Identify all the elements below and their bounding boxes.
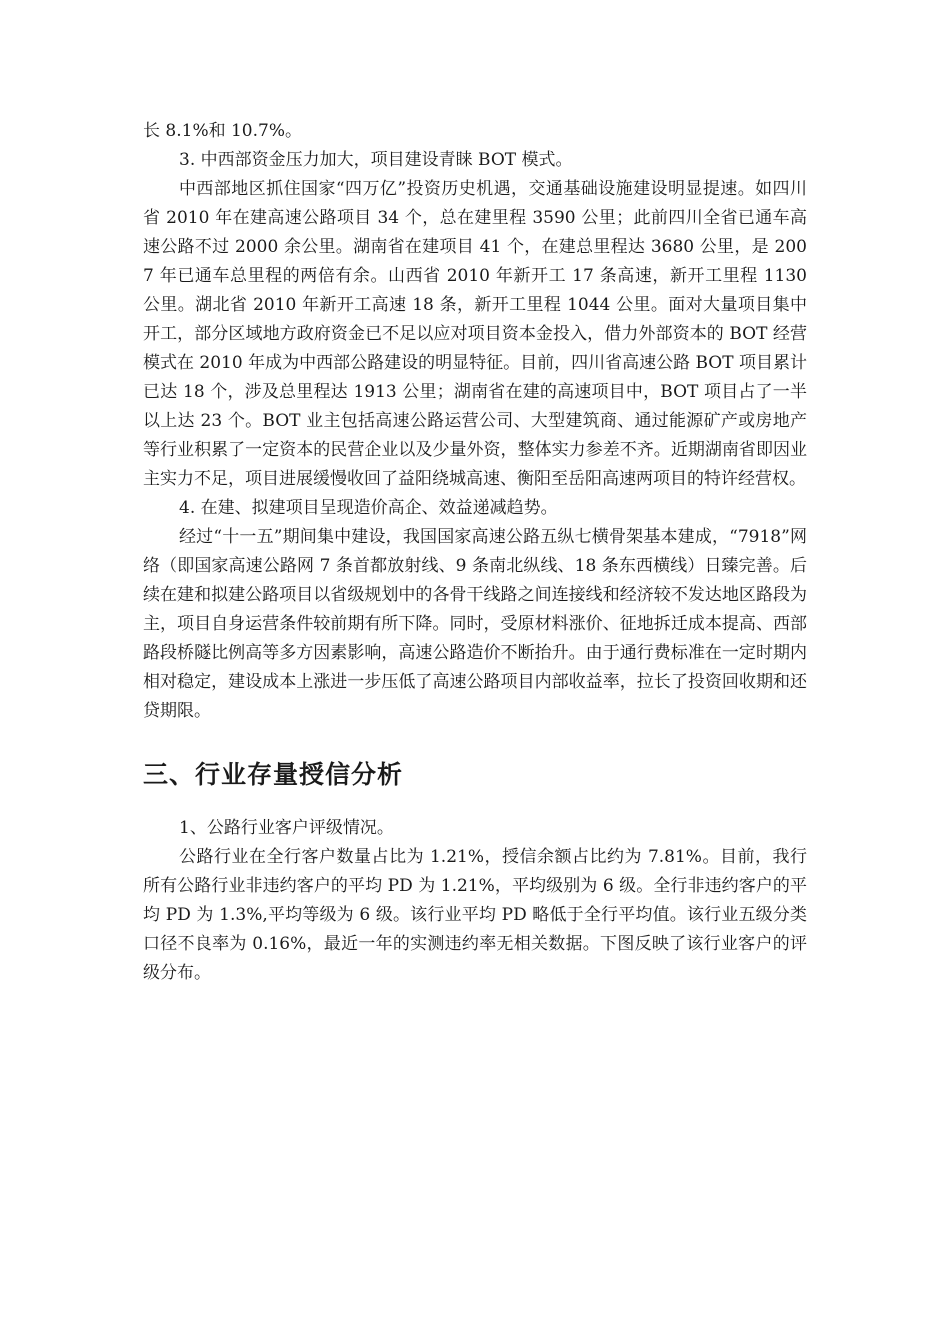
spacer <box>143 726 807 758</box>
subheading-item-3: 3. 中西部资金压力加大，项目建设青睐 BOT 模式。 <box>179 150 573 170</box>
spacer <box>143 792 807 814</box>
section-heading: 三、行业存量授信分析 <box>143 760 404 789</box>
subheading-item-1: 1、公路行业客户评级情况。 <box>179 818 394 838</box>
subheading-item-4: 4. 在建、拟建项目呈现造价高企、效益递减趋势。 <box>179 498 558 518</box>
paragraph-cost-trend: 经过“十一五”期间集中建设，我国国家高速公路五纵七横骨架基本建成，“7918”网络（即国家高速公路网 7 条首都放射线、9 条南北纵线、18 条东西横线）日臻完善。后续在建和拟建公路项目以省级规划中的各骨干线路之间连接线和经济较不发达地区路段为主，项目自身运营条件较前期有所下降。同时，受原材料涨价、征地拆迁成本提高、西部路段桥隧比例高等多方因素影响，高速公路造价不断抬升。由于通行费标准在一定时期内相对稳定，建设成本上涨进一步压低了高速公路项目内部收益率，拉长了投资回收期和还贷期限。 <box>143 527 807 721</box>
paragraph-continuation: 长 8.1%和 10.7%。 <box>143 121 303 141</box>
paragraph-bot-model: 中西部地区抓住国家“四万亿”投资历史机遇，交通基础设施建设明显提速。如四川省 2010 年在建高速公路项目 34 个，总在建里程 3590 公里；此前四川全省已通车高速公路不过 2000 余公里。湖南省在建项目 41 个，在建总里程达 3680 公里，是 2007 年已通车总里程的两倍有余。山西省 2010 年新开工 17 条高速，新开工里程 1130 公里。湖北省 2010 年新开工高速 18 条，新开工里程 1044 公里。面对大量项目集中开工，部分区域地方政府资金已不足以应对项目资本金投入，借力外部资本的 BOT 经营模式在 2010 年成为中西部公路建设的明显特征。目前，四川省高速公路 BOT 项目累计已达 18 个，涉及总里程达 1913 公里；湖南省在建的高速项目中，BOT 项目占了一半以上达 23 个。BOT 业主包括高速公路运营公司、大型建筑商、通过能源矿产或房地产等行业积累了一定资本的民营企业以及少量外资，整体实力参差不齐。近期湖南省即因业主实力不足，项目进展缓慢收回了益阳绕城高速、衡阳至岳阳高速两项目的特许经营权。 <box>143 179 807 489</box>
paragraph-rating-summary: 公路行业在全行客户数量占比为 1.21%，授信余额占比约为 7.81%。目前，我行所有公路行业非违约客户的平均 PD 为 1.21%，平均级别为 6 级。全行非违约客户的平均 PD 为 1.3%,平均等级为 6 级。该行业平均 PD 略低于全行平均值。该行业五级分类口径不良率为 0.16%，最近一年的实测违约率无相关数据。下图反映了该行业客户的评级分布。 <box>143 847 807 983</box>
document-body <box>143 117 807 988</box>
